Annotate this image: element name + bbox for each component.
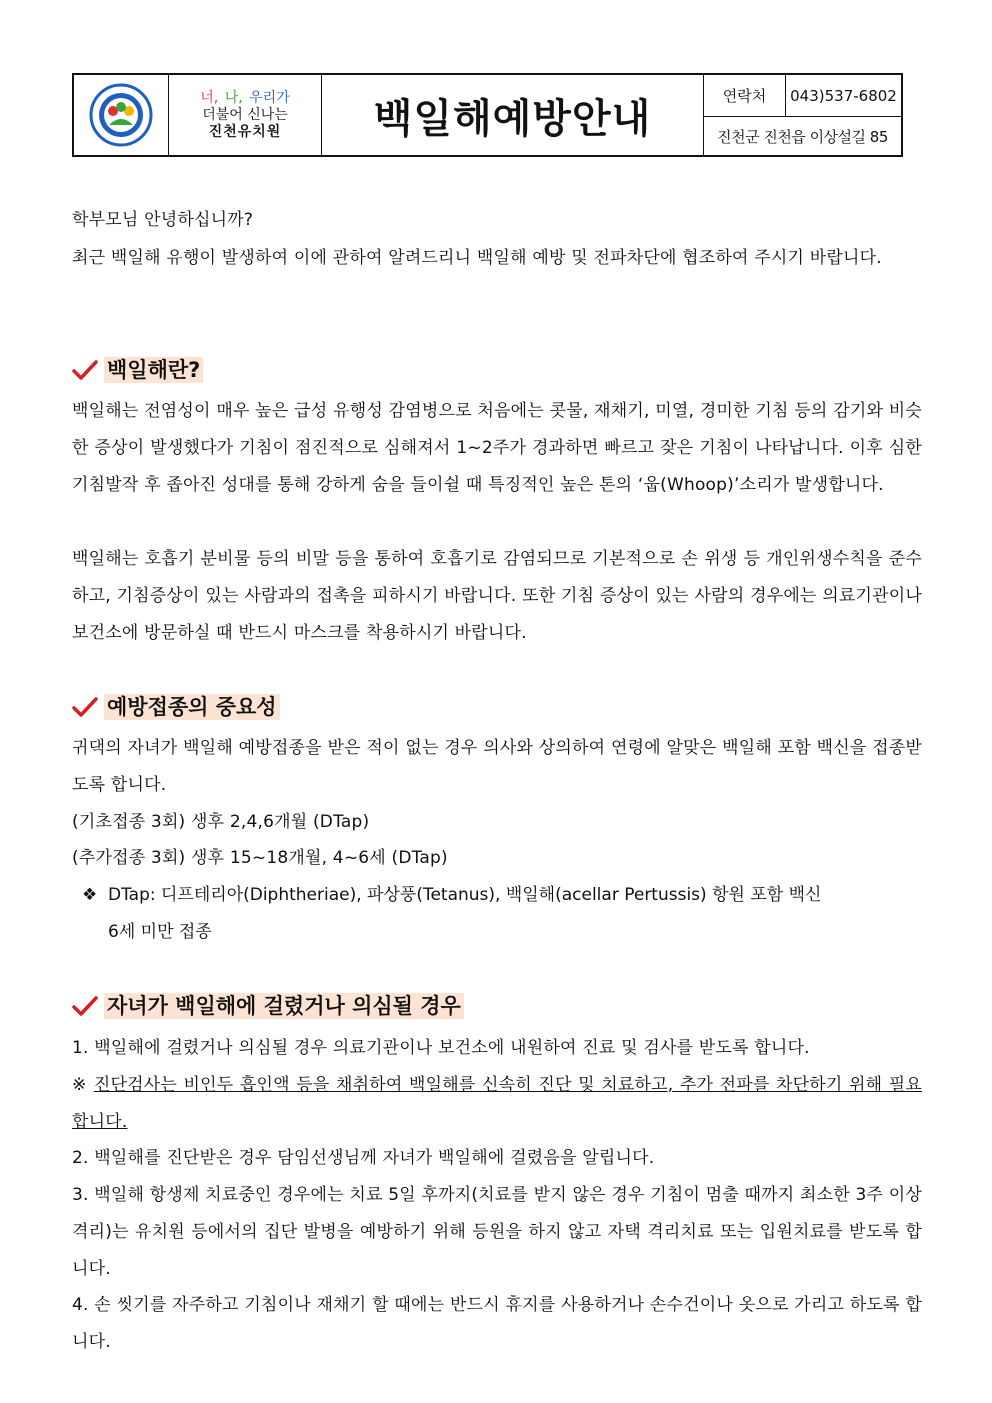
slogan-cell [169, 75, 322, 155]
vaccination-advice: 귀댁의 자녀가 백일해 예방접종을 받은 적이 없는 경우 의사와 상의하여 연령에 알맞은 백일해 포함 백신을 접종받도록 합니다. [72, 738, 922, 795]
contact-phone: 043)537-6802 [790, 86, 897, 105]
pertussis-description: 백일해는 전염성이 매우 높은 급성 유행성 감염병으로 처음에는 콧물, 재채기, 미열, 경미한 기침 등의 감기와 비슷한 증상이 발생했다가 기침이 점진적으로 심해져서 1~2주가 경과하면 빠르고 잦은 기침이 나타납니다. 이후 심한 기침발작 후 좁아진 성대를 통해 강하게 숨을 들이쉴 때 특징적인 높은 톤의 ‘웁(Whoop)’소리가 발생합니다. [72, 401, 922, 495]
section-heading-text: 예방접종의 중요성 [104, 694, 280, 720]
contact-cell [704, 75, 901, 155]
slogan-word-1: 너, [200, 89, 219, 106]
school-name: 진천유치원 [208, 123, 282, 140]
diagnostic-note [72, 1067, 922, 1141]
header-table [72, 73, 903, 157]
contact-label: 연락처 [704, 75, 786, 116]
address: 진천군 진천읍 이상설길 85 [717, 127, 888, 146]
slogan-line2: 더불어 신나는 [202, 106, 288, 123]
pertussis-prevention: 백일해는 호흡기 분비물 등의 비말 등을 통하여 호흡기로 감염되므로 기본적으로 손 위생 등 개인위생수칙을 준수하고, 기침증상이 있는 사람과의 접촉을 피하시기 바랍니다. 또한 기침 증상이 있는 사람의 경우에는 의료기관이나 보건소에 방문하실 때 반드시 마스크를 착용하시기 바랍니다. [72, 549, 922, 643]
step-3: 3. 백일해 항생제 치료중인 경우에는 치료 5일 후까지(치료를 받지 않은 경우 기침이 멈출 때까지 최소한 3주 이상 격리)는 유치원 등에서의 집단 발병을 예방하기 위해 등원을 하지 않고 자택 격리치료 또는 입원치료를 받도록 합니다. [72, 1185, 922, 1279]
dtap-note [82, 877, 821, 914]
check-icon [72, 995, 98, 1017]
section-heading-pertussis [72, 356, 203, 384]
logo-cell [74, 75, 169, 155]
section-heading-if-infected [72, 992, 464, 1020]
section-heading-text: 자녀가 백일해에 걸렸거나 의심될 경우 [104, 993, 464, 1019]
slogan-word-3: 우리가 [249, 89, 290, 106]
section-heading-vaccination [72, 693, 280, 721]
contact-row [704, 75, 901, 117]
dtap-note-line1: DTap: 디프테리아(Diphtheriae), 파상풍(Tetanus), 백일해(acellar Pertussis) 항원 포함 백신 [108, 885, 822, 905]
diagnostic-note-text: 진단검사는 비인두 흡인액 등을 채취하여 백일해를 신속히 진단 및 치료하고, 추가 전파를 차단하기 위해 필요합니다. [72, 1075, 922, 1132]
check-icon [72, 696, 98, 718]
intro-message: 최근 백일해 유행이 발생하여 이에 관하여 알려드리니 백일해 예방 및 전파차단에 협조하여 주시기 바랍니다. [72, 248, 882, 268]
greeting: 학부모님 안녕하십니까? [72, 210, 254, 230]
page-title: 백일해예방안내 [322, 75, 704, 155]
section-heading-text: 백일해란? [104, 357, 203, 383]
school-logo-icon [89, 83, 153, 147]
step-4: 4. 손 씻기를 자주하고 기침이나 재채기 할 때에는 반드시 휴지를 사용하거나 손수건이나 옷으로 가리고 하도록 합니다. [72, 1295, 922, 1352]
note-mark: ※ [72, 1075, 88, 1095]
check-icon [72, 359, 98, 381]
diamond-bullet-icon: ❖ [82, 885, 98, 905]
step-1: 1. 백일해에 걸렸거나 의심될 경우 의료기관이나 보건소에 내원하여 진료 및 검사를 받도록 합니다. [72, 1038, 810, 1058]
slogan-line1 [199, 90, 290, 107]
booster-schedule: (추가접종 3회) 생후 15~18개월, 4~6세 (DTap) [72, 848, 448, 868]
primary-schedule: (기초접종 3회) 생후 2,4,6개월 (DTap) [72, 812, 370, 832]
step-2: 2. 백일해를 진단받은 경우 담임선생님께 자녀가 백일해에 걸렸음을 알립니다. [72, 1148, 655, 1168]
dtap-note-line2: 6세 미만 접종 [108, 922, 212, 942]
slogan-word-2: 나, [224, 89, 243, 106]
